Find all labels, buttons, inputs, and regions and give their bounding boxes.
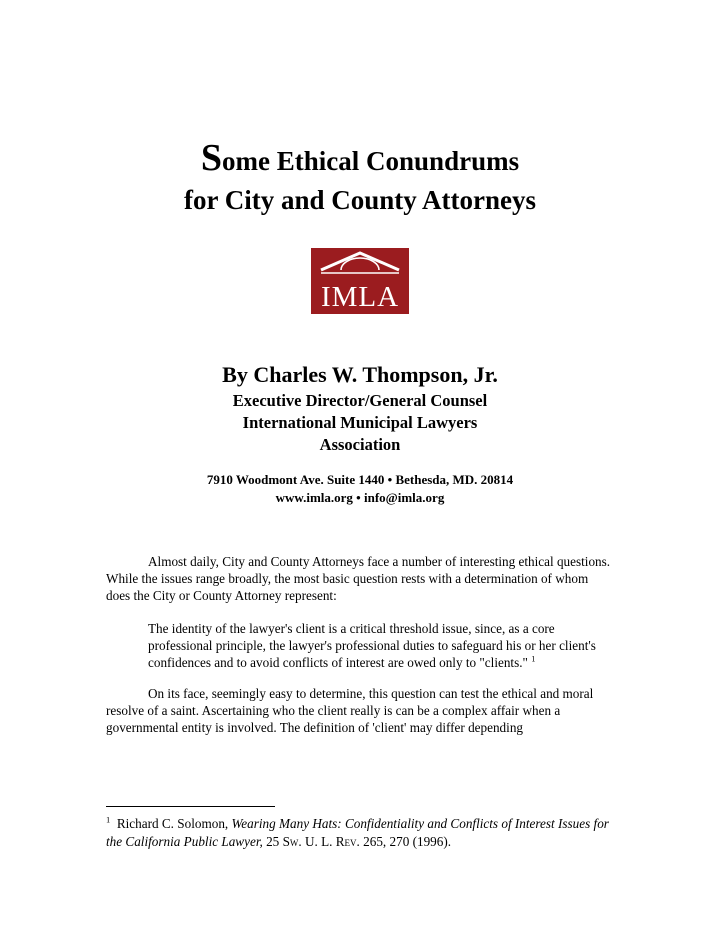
paragraph-client-definition (106, 685, 614, 736)
footnote-pages: 265, 270 (1996). (363, 834, 452, 849)
document-title (0, 138, 720, 219)
author-role-3: Association (319, 435, 401, 454)
footnote-number: 1 (106, 814, 111, 825)
footnote-journal: Sw. U. L. Rev. (282, 834, 360, 849)
author-role-1: Executive Director/General Counsel (232, 391, 488, 410)
title-dropcap: S (200, 137, 223, 179)
author-name: By Charles W. Thompson, Jr. (222, 362, 498, 387)
imla-logo-mark (311, 248, 409, 314)
paragraph-intro-text: Almost daily, City and County Attorneys face a number of interesting ethical questions. While the issues range broadly, the most basic question rests with a determination of whom does the City or County Attorney represent: (106, 554, 611, 603)
footnote-author: Richard C. Solomon, (116, 816, 229, 831)
title-line-1-text: ome Ethical Conundrums (222, 146, 520, 176)
contact-address (0, 471, 720, 507)
block-quote-text: The identity of the lawyer's client is a critical threshold issue, since, as a core professional principle, the lawyer's professional duties to safeguard his or her client's confidences and to avoid conflicts of interest are owed only to "clients." (148, 621, 596, 670)
paragraph-client-definition-text: On its face, seemingly easy to determine, this question can test the ethical and moral resolve of a saint. Ascertaining who the client really is can be a complex affair when a governmental entity is involved. The definition of 'client' may differ depending (106, 686, 594, 735)
footnote (106, 815, 614, 851)
title-line-1 (0, 138, 720, 181)
paragraph-intro (106, 553, 614, 604)
author-role-2: International Municipal Lawyers (242, 413, 478, 432)
byline (0, 360, 720, 456)
imla-logo (311, 248, 409, 314)
footnote-title: Wearing Many Hats: Confidentiality and Conflicts of Interest Issues for the California Public Lawyer, (106, 816, 609, 849)
logo-text: IMLA (320, 281, 400, 313)
address-line-1: 7910 Woodmont Ave. Suite 1440 • Bethesda, MD. 20814 (206, 472, 514, 487)
footnote-ref: 1 (531, 653, 536, 664)
block-quote (148, 620, 614, 671)
address-line-2: www.imla.org • info@imla.org (275, 490, 445, 505)
title-line-2: for City and County Attorneys (183, 185, 536, 215)
footnote-divider (106, 806, 275, 807)
footnote-volume: 25 (266, 834, 280, 849)
